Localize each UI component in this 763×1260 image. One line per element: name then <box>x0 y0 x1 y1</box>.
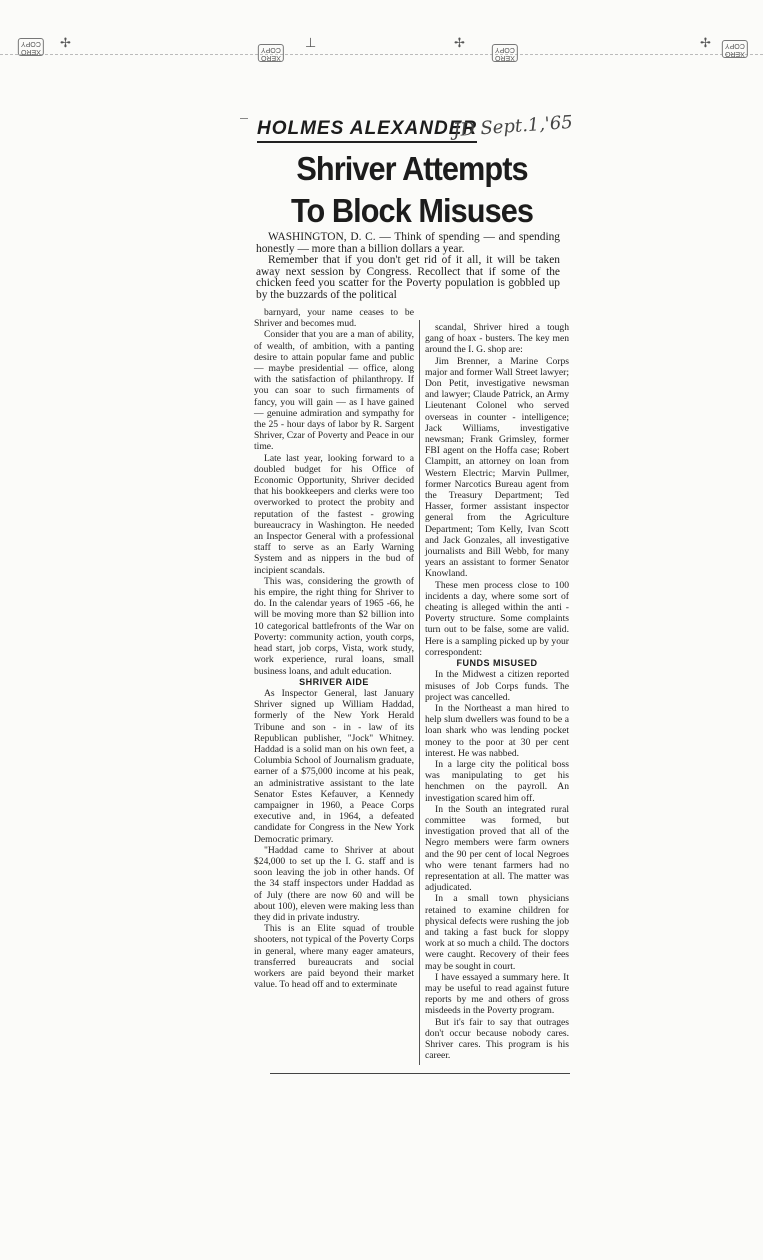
fleur-mark-icon: ✢ <box>454 36 465 51</box>
paragraph: These men process close to 100 incidents a day, where some sort of cheating is alleged within the anti - Poverty structure. Some complaints turn out to be false, some are valid. Here is a sampling picked up by your correspondent: <box>425 579 569 658</box>
lead-paragraph: Remember that if you don't get rid of it all, it will be taken away next session by Congress. Recollect that if some of the chicken feed you scatter for the Poverty population is gobbled up by the buzzards of the political <box>256 254 560 301</box>
fleur-mark-icon: ⊥ <box>305 36 317 51</box>
stamp-label: COPY <box>495 46 515 53</box>
paragraph: In the Midwest a citizen reported misuses of Job Corps funds. The project was cancelled. <box>425 669 569 703</box>
stamp-label: COPY <box>725 42 745 49</box>
paragraph: This was, considering the growth of his empire, the right thing for Shriver to do. In the calendar years of 1965 -66, he will be moving more than $2 billion into 10 categorical battlefronts of the War on Poverty: community action, youth corps, head start, job corps, Vista, work study, work experience, rural loans, small business loans, and adult education. <box>254 575 414 677</box>
paragraph: In a large city the political boss was manipulating to get his henchmen on the payroll. An investigation scared him off. <box>425 758 569 804</box>
stamp-label: XERO <box>261 54 281 61</box>
paragraph: barnyard, your name ceases to be Shriver and becomes mud. <box>254 307 414 330</box>
subheading: SHRIVER AIDE <box>299 676 369 687</box>
paragraph: Late last year, looking forward to a doubled budget for his Office of Economic Opportunity, Shriver decided that his bookkeepers and clerks were too overworked to protect the probity and reputation of the fastest - growing bureaucracy in Washington. He needed an Inspector General with a professional staff to serve as an Early Warning System and as nippers in the bud of incipient scandals. <box>254 452 414 576</box>
xerox-stamp-right-center <box>492 44 518 62</box>
xerox-stamp-center <box>258 44 284 62</box>
fleur-mark-icon: ✢ <box>700 36 711 51</box>
stamp-label: COPY <box>261 46 281 53</box>
top-fold-line <box>0 54 763 55</box>
paragraph: Jim Brenner, a Marine Corps major and former Wall Street lawyer; Don Petit, investigative newsman and lawyer; Claude Patrick, an Army Lieutenant Colonel who served overseas in counter - intelligence; Jack Williams, investigative newsman; Frank Grimsley, former FBI agent on the Hoffa case; Robert Clampitt, an attorney on loan from Western Electric; Marvin Pullmer, former Narcotics Bureau agent from the Treasury Department; Ted Hasser, former assistant inspector general from the Agriculture Department; Tom Kelly, Ivan Scott and Jack Gonzales, all investigative journalists and Bill Webb, for many years an assistant to former Senator Knowland. <box>425 355 569 580</box>
xerox-stamp-left <box>18 38 44 56</box>
paragraph: I have essayed a summary here. It may be useful to read against future reports by me and others of gross misdeeds in the Poverty program. <box>425 971 569 1017</box>
fleur-mark-icon: ✢ <box>60 36 71 51</box>
paragraph: But it's fair to say that outrages don't occur because nobody cares. Shriver cares. This program is his career. <box>425 1016 569 1062</box>
paragraph: In the South an integrated rural committee was formed, but investigation proved that all of the Negro members were farm owners and the 90 per cent of local Negroes who were tenant farmers had no representation at all. The matter was adjudicated. <box>425 803 569 894</box>
stamp-label: COPY <box>21 40 41 47</box>
stamp-label: XERO <box>21 48 41 55</box>
subheading: FUNDS MISUSED <box>456 658 538 669</box>
xerox-stamp-right <box>722 40 748 58</box>
byline: HOLMES ALEXANDER <box>257 118 477 143</box>
paragraph: scandal, Shriver hired a tough gang of hoax - busters. The key men around the I. G. shop are: <box>425 322 569 356</box>
stamp-label: XERO <box>495 54 515 61</box>
paragraph: This is an Elite squad of trouble shooters, not typical of the Poverty Corps in general, where many eager amateurs, transferred bureaucrats and social workers are paid beyond their market value. To head off and to exterminate <box>254 923 414 991</box>
article-column-left <box>254 307 414 990</box>
lead-paragraphs <box>256 232 560 302</box>
article-end-rule <box>270 1073 570 1074</box>
stamp-label: XERO <box>725 50 745 57</box>
paragraph: In a small town physicians retained to examine children for physical defects were rushing the job and taking a fast buck for sloppy work at so much a child. The doctors were caught. Recovery of their fees may be sought in court. <box>425 893 569 972</box>
paragraph: As Inspector General, last January Shriver signed up William Haddad, formerly of the New York Herald Tribune and son - in - law of its Republican publisher, "Jock" Whitney. Haddad is a solid man on his own feet, a Columbia School of Journalism graduate, earner of a $75,000 income at his peak, an administrative assistant to the late Senator Estes Kefauver, a Kennedy campaigner in 1960, a Peace Corps executive and, in 1964, a defeated candidate for Congress in the New York Democratic primary. <box>254 687 414 845</box>
paragraph: "Haddad came to Shriver at about $24,000 to set up the I. G. staff and is soon leaving the job in other hands. Of the 34 staff inspectors under Haddad as of July (there are now 60 and will be about 100), eleven were making less than they did in private industry. <box>254 844 414 923</box>
article-header <box>257 111 587 142</box>
handwritten-note: JD Sept.1,'65 <box>452 111 574 142</box>
paragraph: In the Northeast a man hired to help slum dwellers was found to be a loan shark who was lending pocket money to the poor at 30 per cent interest. He was nabbed. <box>425 702 569 759</box>
lead-paragraph: WASHINGTON, D. C. — Think of spending — and spending honestly — more than a billion dollars a year. <box>256 231 560 255</box>
headline-line: Shriver Attempts <box>296 150 528 187</box>
headline <box>267 148 557 232</box>
article-column-right <box>425 322 569 1061</box>
margin-tick <box>240 118 248 119</box>
paragraph: Consider that you are a man of ability, of wealth, of ambition, with a panting desire to attain popular fame and public — maybe presidential — office, along with the satisfaction of philanthropy. If you can soar to such firmaments of fancy, you will gain — as I have gained — genuine admiration and sympathy for the 25 - hour days of labor by R. Sargent Shriver, Czar of Poverty and Peace in our time. <box>254 329 414 453</box>
column-divider <box>419 320 420 1065</box>
headline-line: To Block Misuses <box>290 192 534 229</box>
